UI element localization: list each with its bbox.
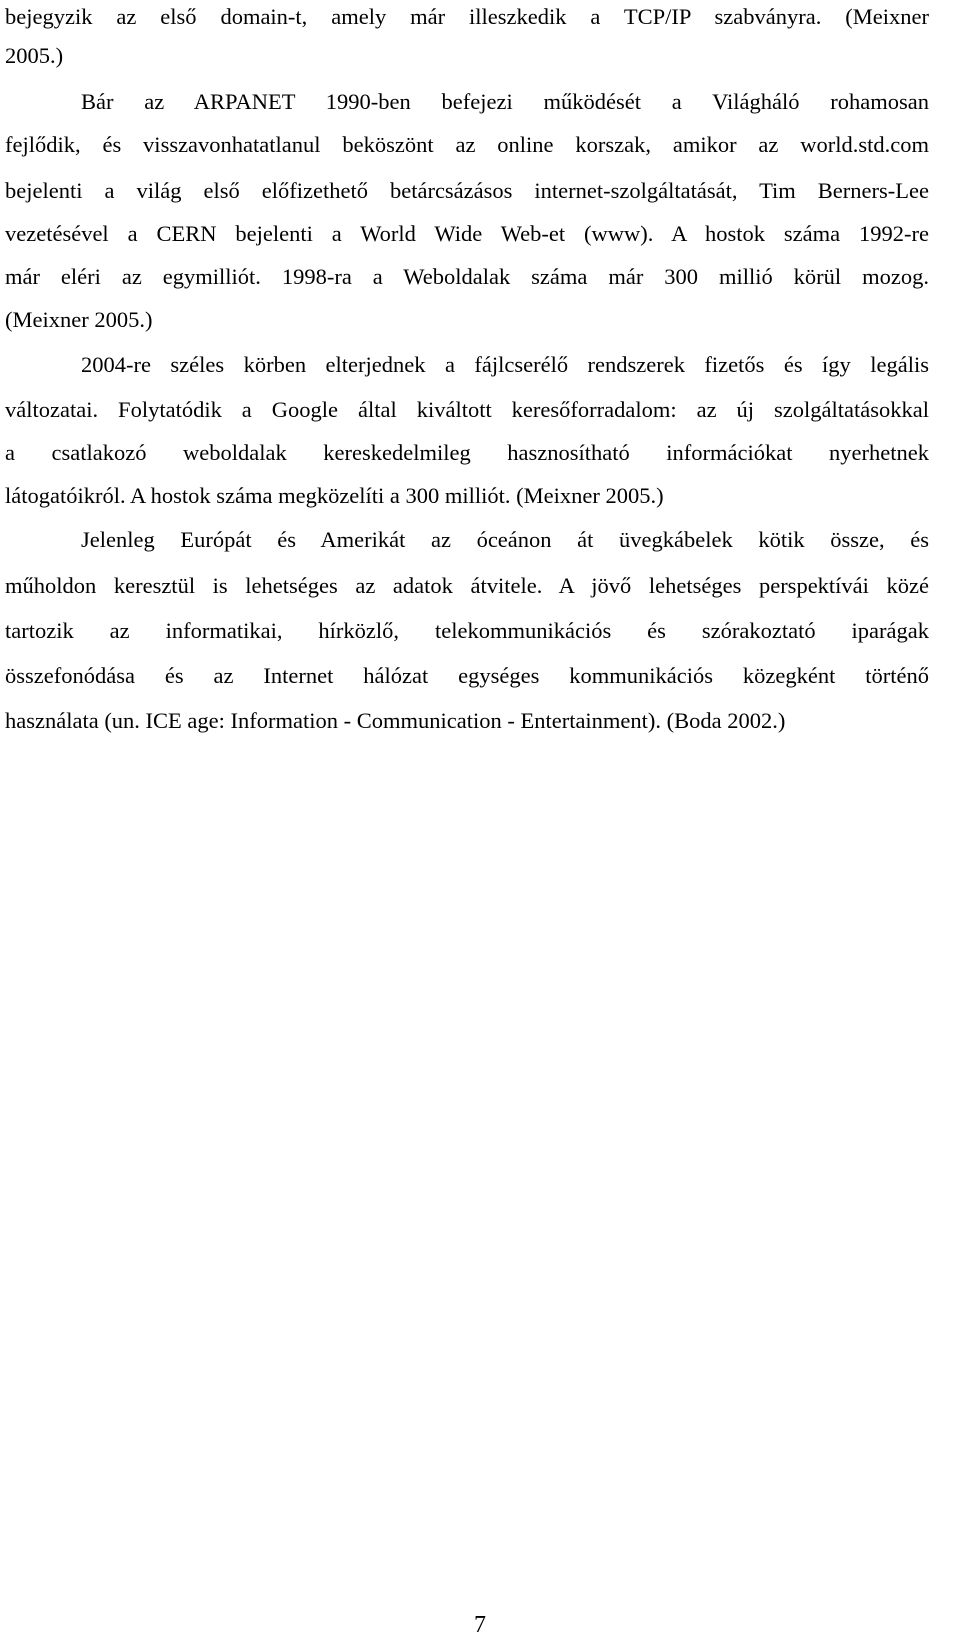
text-line: tartozik az informatikai, hírközlő, telekommunikációs és szórakoztató iparágak [5, 618, 929, 643]
text-line: műholdon keresztül is lehetséges az adatok átvitele. A jövő lehetséges perspektívái közé [5, 573, 929, 598]
text-line: változatai. Folytatódik a Google által kiváltott keresőforradalom: az új szolgáltatásokkal [5, 397, 929, 422]
text-line: összefonódása és az Internet hálózat egységes kommunikációs közegként történő [5, 663, 929, 688]
text-line: bejelenti a világ első előfizethető betárcsázásos internet-szolgáltatását, Tim Berners-Lee [5, 178, 929, 203]
text-line: 2005.) [5, 43, 64, 68]
text-line: látogatóikról. A hostok száma megközelíti a 300 milliót. (Meixner 2005.) [5, 483, 664, 508]
text-line: bejegyzik az első domain-t, amely már illeszkedik a TCP/IP szabványra. (Meixner [5, 4, 929, 29]
page-number: 7 [474, 1612, 486, 1638]
text-line: 2004-re széles körben elterjednek a fájlcserélő rendszerek fizetős és így legális [81, 352, 929, 377]
text-line: (Meixner 2005.) [5, 307, 153, 332]
text-line: Jelenleg Európát és Amerikát az óceánon át üvegkábelek kötik össze, és [81, 527, 929, 552]
text-line: vezetésével a CERN bejelenti a World Wide Web-et (www). A hostok száma 1992-re [5, 221, 929, 246]
text-line: fejlődik, és visszavonhatatlanul beköszönt az online korszak, amikor az world.std.com [5, 132, 929, 157]
text-line: használata (un. ICE age: Information - Communication - Entertainment). (Boda 2002.) [5, 708, 786, 733]
text-line: a csatlakozó weboldalak kereskedelmileg hasznosítható információkat nyerhetnek [5, 440, 929, 465]
text-line: már eléri az egymilliót. 1998-ra a Weboldalak száma már 300 millió körül mozog. [5, 264, 929, 289]
text-line: Bár az ARPANET 1990-ben befejezi működését a Világháló rohamosan [81, 89, 929, 114]
